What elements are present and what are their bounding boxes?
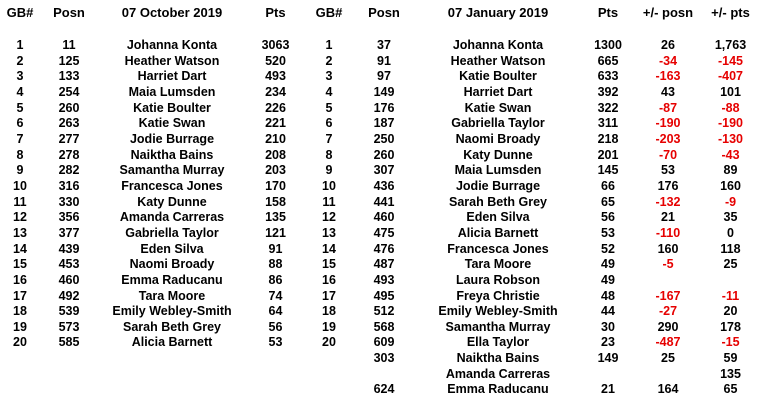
cell-oct-posn: 254	[58, 84, 80, 99]
cell-oct-posn: 492	[58, 288, 80, 303]
cell-jan-posn: 436	[373, 178, 395, 193]
cell-posn-change: -87	[658, 100, 678, 115]
cell-oct-posn: 277	[58, 131, 80, 146]
cell-oct-gb-number: 12	[13, 210, 27, 225]
cell-jan-player-name: Heather Watson	[450, 53, 546, 68]
cell-oct-player-name: Emily Webley-Smith	[112, 304, 232, 319]
cell-oct-player-name: Alicia Barnett	[131, 335, 213, 350]
cell-oct-gb-number: 18	[13, 304, 27, 319]
cell-oct-pts: 86	[268, 272, 283, 287]
table-body	[0, 38, 760, 398]
cell-oct-pts: 208	[265, 147, 286, 162]
cell-oct-gb-number: 7	[16, 131, 24, 146]
cell-jan-gb-number: 8	[325, 147, 333, 162]
cell-jan-pts: 665	[597, 53, 619, 68]
cell-oct-player-name: Jodie Burrage	[129, 131, 215, 146]
table-row	[0, 101, 760, 117]
header-pts-change: +/- pts	[711, 5, 750, 20]
cell-oct-player-name: Naiktha Bains	[130, 147, 214, 162]
cell-posn-change: -163	[655, 69, 681, 84]
cell-oct-pts: 493	[265, 69, 286, 84]
cell-jan-player-name: Katie Boulter	[459, 69, 537, 84]
cell-jan-gb-number: 13	[322, 225, 336, 240]
cell-jan-pts: 1300	[594, 38, 622, 52]
cell-jan-posn: 187	[373, 116, 395, 131]
cell-oct-posn: 263	[58, 116, 80, 131]
cell-jan-pts: 322	[597, 100, 619, 115]
cell-posn-change	[635, 273, 701, 289]
cell-oct-posn: 133	[58, 69, 80, 84]
cell-oct-posn: 539	[58, 304, 80, 319]
cell-oct-pts: 221	[265, 116, 286, 131]
table-row	[0, 148, 760, 164]
cell-jan-player-name: Laura Robson	[455, 272, 541, 287]
cell-posn-change: 25	[661, 351, 675, 366]
cell-pts-change: -190	[717, 116, 744, 131]
cell-pts-change: -407	[717, 69, 744, 84]
header-row	[0, 4, 760, 22]
cell-oct-gb-number: 5	[16, 100, 24, 115]
cell-jan-player-name: Tara Moore	[464, 257, 532, 272]
cell-oct-pts: 121	[265, 225, 286, 240]
cell-pts-change: 118	[720, 241, 741, 256]
cell-jan-gb-number: 1	[325, 38, 333, 52]
cell-jan-posn: 512	[373, 304, 395, 319]
cell-jan-gb-number: 6	[325, 116, 333, 131]
cell-oct-posn: 439	[58, 241, 80, 256]
cell-oct-pts: 210	[265, 131, 286, 146]
table-row	[0, 351, 760, 367]
header-jan-posn: Posn	[368, 5, 400, 20]
cell-jan-posn: 250	[373, 131, 395, 146]
cell-pts-change: -88	[721, 100, 740, 115]
cell-oct-player-name: Heather Watson	[124, 53, 220, 68]
table-row	[0, 367, 760, 383]
cell-oct-pts: 170	[265, 178, 286, 193]
cell-oct-gb-number	[0, 367, 40, 383]
header-oct-date: 07 October 2019	[121, 5, 223, 20]
cell-jan-posn: 97	[377, 69, 391, 84]
cell-jan-posn: 260	[373, 147, 395, 162]
cell-oct-posn: 460	[58, 272, 80, 287]
cell-posn-change: 176	[657, 178, 679, 193]
cell-oct-player-name: Amanda Carreras	[119, 210, 225, 225]
header-oct-gb-number: GB#	[6, 5, 34, 20]
cell-jan-player-name: Eden Silva	[466, 210, 530, 225]
cell-jan-player-name: Gabriella Taylor	[451, 116, 545, 131]
table-row	[0, 69, 760, 85]
cell-oct-gb-number: 13	[13, 225, 27, 240]
table-row	[0, 242, 760, 258]
cell-jan-gb-number	[305, 367, 353, 383]
cell-oct-posn: 260	[58, 100, 80, 115]
cell-oct-gb-number	[0, 382, 40, 398]
cell-oct-pts: 135	[265, 210, 286, 225]
cell-oct-pts: 53	[268, 335, 283, 350]
cell-pts-change: -130	[717, 131, 744, 146]
cell-jan-player-name: Emily Webley-Smith	[438, 304, 558, 319]
cell-jan-player-name: Naiktha Bains	[456, 351, 540, 366]
cell-oct-gb-number: 20	[13, 335, 27, 350]
cell-pts-change: 135	[720, 366, 741, 381]
cell-oct-gb-number: 16	[13, 272, 27, 287]
cell-jan-gb-number: 17	[322, 288, 336, 303]
cell-jan-player-name: Alicia Barnett	[457, 225, 539, 240]
cell-pts-change: 101	[720, 84, 741, 99]
cell-oct-player-name: Katy Dunne	[137, 194, 207, 209]
table-row	[0, 257, 760, 273]
cell-jan-posn: 91	[377, 53, 391, 68]
cell-oct-pts: 158	[265, 194, 286, 209]
cell-jan-posn: 495	[373, 288, 395, 303]
spacer-cell	[0, 22, 760, 38]
cell-oct-posn: 316	[58, 178, 80, 193]
cell-oct-posn	[40, 382, 98, 398]
cell-jan-pts: 49	[601, 272, 615, 287]
cell-jan-player-name: Sarah Beth Grey	[449, 194, 547, 209]
cell-oct-gb-number: 8	[16, 147, 24, 162]
table-row	[0, 38, 760, 54]
cell-pts-change: 65	[723, 382, 738, 397]
cell-jan-posn: 568	[373, 319, 395, 334]
cell-jan-posn: 37	[377, 38, 391, 52]
cell-jan-posn: 609	[373, 335, 395, 350]
cell-jan-gb-number: 7	[325, 131, 333, 146]
cell-jan-gb-number: 4	[325, 84, 333, 99]
cell-oct-pts: 91	[268, 241, 283, 256]
header-spacer	[0, 22, 760, 38]
cell-jan-pts: 201	[597, 147, 619, 162]
header-posn-change: +/- posn	[642, 5, 694, 20]
cell-oct-posn: 278	[58, 147, 80, 162]
table-row	[0, 85, 760, 101]
cell-posn-change: -203	[655, 131, 681, 146]
cell-oct-pts: 520	[265, 53, 286, 68]
cell-posn-change: 164	[657, 382, 679, 397]
cell-oct-player-name	[98, 382, 246, 398]
table-row	[0, 210, 760, 226]
cell-oct-gb-number: 2	[16, 53, 24, 68]
cell-oct-pts: 3063	[261, 38, 290, 52]
cell-pts-change: 59	[723, 351, 738, 366]
header-oct-pts: Pts	[265, 5, 286, 20]
cell-pts-change: -9	[724, 194, 737, 209]
cell-jan-pts: 633	[597, 69, 619, 84]
cell-pts-change: 178	[720, 319, 741, 334]
cell-jan-pts: 56	[601, 210, 615, 225]
cell-oct-posn	[40, 351, 98, 367]
header-jan-pts: Pts	[597, 5, 619, 20]
cell-jan-player-name: Ella Taylor	[466, 335, 530, 350]
cell-oct-pts: 56	[268, 319, 283, 334]
cell-pts-change: 20	[723, 304, 738, 319]
table-row	[0, 163, 760, 179]
cell-pts-change: 0	[727, 225, 734, 240]
cell-oct-gb-number: 11	[13, 194, 27, 209]
cell-jan-posn: 303	[373, 351, 395, 366]
cell-posn-change: -132	[655, 194, 681, 209]
cell-jan-posn: 624	[373, 382, 395, 397]
cell-jan-posn: 493	[373, 272, 395, 287]
table-row	[0, 273, 760, 289]
cell-oct-gb-number: 9	[16, 163, 24, 178]
cell-oct-posn: 573	[58, 319, 80, 334]
cell-oct-player-name	[98, 351, 246, 367]
cell-jan-pts: 149	[597, 351, 619, 366]
cell-posn-change: 26	[661, 38, 675, 52]
table-row	[0, 179, 760, 195]
cell-oct-pts: 234	[265, 84, 286, 99]
cell-oct-player-name: Tara Moore	[138, 288, 206, 303]
cell-jan-gb-number: 19	[322, 319, 336, 334]
cell-jan-gb-number	[305, 382, 353, 398]
cell-jan-posn: 460	[373, 210, 395, 225]
cell-oct-pts: 74	[268, 288, 283, 303]
cell-jan-pts: 23	[601, 335, 615, 350]
cell-oct-player-name: Gabriella Taylor	[125, 225, 219, 240]
cell-oct-player-name	[98, 367, 246, 383]
cell-jan-player-name: Katie Swan	[464, 100, 532, 115]
cell-posn-change: 290	[657, 319, 679, 334]
header-jan-date: 07 January 2019	[447, 5, 549, 20]
cell-jan-pts: 145	[597, 163, 619, 178]
cell-jan-gb-number	[305, 351, 353, 367]
cell-oct-posn: 356	[58, 210, 80, 225]
rankings-comparison-table	[0, 4, 760, 398]
cell-oct-gb-number: 10	[13, 178, 27, 193]
cell-jan-posn: 441	[373, 194, 395, 209]
cell-jan-pts: 53	[601, 225, 615, 240]
cell-posn-change: -110	[655, 225, 681, 240]
cell-jan-pts: 218	[597, 131, 619, 146]
cell-oct-pts: 64	[268, 304, 283, 319]
cell-posn-change: -190	[655, 116, 681, 131]
cell-jan-gb-number: 9	[325, 163, 333, 178]
cell-jan-gb-number: 5	[325, 100, 333, 115]
cell-oct-gb-number: 1	[16, 38, 24, 52]
cell-jan-gb-number: 14	[322, 241, 336, 256]
cell-jan-gb-number: 15	[322, 257, 336, 272]
cell-jan-pts: 44	[601, 304, 615, 319]
cell-oct-posn: 330	[58, 194, 80, 209]
cell-jan-player-name: Emma Raducanu	[447, 382, 549, 397]
cell-jan-pts	[581, 367, 635, 383]
table-row	[0, 320, 760, 336]
table-row	[0, 132, 760, 148]
cell-jan-pts: 30	[601, 319, 615, 334]
cell-jan-pts: 311	[597, 116, 619, 131]
table-row	[0, 335, 760, 351]
cell-posn-change: 21	[661, 210, 675, 225]
cell-jan-player-name: Katy Dunne	[463, 147, 533, 162]
cell-oct-pts	[246, 367, 305, 383]
cell-jan-player-name: Amanda Carreras	[445, 366, 551, 381]
table-row	[0, 289, 760, 305]
cell-oct-gb-number: 6	[16, 116, 24, 131]
table-header	[0, 4, 760, 38]
cell-jan-gb-number: 3	[325, 69, 333, 84]
cell-posn-change: -167	[655, 288, 681, 303]
cell-posn-change: 53	[661, 163, 675, 178]
cell-oct-player-name: Sarah Beth Grey	[123, 319, 221, 334]
cell-oct-gb-number	[0, 351, 40, 367]
cell-oct-gb-number: 3	[16, 69, 24, 84]
table-row	[0, 226, 760, 242]
cell-oct-posn	[40, 367, 98, 383]
table-row	[0, 382, 760, 398]
cell-jan-gb-number: 10	[322, 178, 336, 193]
cell-oct-posn: 282	[58, 163, 80, 178]
cell-pts-change: 1,763	[714, 38, 747, 52]
cell-oct-player-name: Francesca Jones	[121, 178, 223, 193]
cell-pts-change: -15	[721, 335, 740, 350]
cell-jan-posn: 307	[373, 163, 395, 178]
table-row	[0, 116, 760, 132]
cell-pts-change: 89	[723, 163, 738, 178]
cell-jan-player-name: Freya Christie	[456, 288, 540, 303]
cell-jan-player-name: Samantha Murray	[445, 319, 551, 334]
cell-oct-gb-number: 4	[16, 84, 24, 99]
cell-pts-change: 160	[720, 178, 741, 193]
cell-jan-gb-number: 11	[322, 194, 336, 209]
header-oct-posn: Posn	[53, 5, 85, 20]
cell-posn-change: -70	[658, 147, 678, 162]
cell-jan-pts: 66	[601, 178, 615, 193]
cell-oct-player-name: Harriet Dart	[137, 69, 207, 84]
cell-posn-change: 160	[657, 241, 679, 256]
cell-jan-pts: 21	[601, 382, 615, 397]
cell-oct-pts: 203	[265, 163, 286, 178]
cell-jan-posn: 476	[373, 241, 395, 256]
table-row	[0, 54, 760, 70]
cell-oct-pts: 88	[268, 257, 283, 272]
cell-oct-pts	[246, 351, 305, 367]
cell-pts-change: -43	[721, 147, 740, 162]
cell-posn-change: -487	[655, 335, 681, 350]
cell-oct-player-name: Johanna Konta	[126, 38, 218, 52]
cell-jan-gb-number: 20	[322, 335, 336, 350]
cell-pts-change	[701, 273, 760, 289]
cell-jan-player-name: Harriet Dart	[463, 84, 533, 99]
cell-jan-pts: 65	[601, 194, 615, 209]
cell-jan-pts: 392	[597, 84, 619, 99]
cell-posn-change: -5	[662, 257, 674, 272]
cell-oct-posn: 585	[58, 335, 80, 350]
cell-posn-change	[635, 367, 701, 383]
cell-jan-pts: 52	[601, 241, 615, 256]
cell-jan-player-name: Naomi Broady	[455, 131, 541, 146]
cell-jan-player-name: Maia Lumsden	[454, 163, 542, 178]
cell-oct-player-name: Maia Lumsden	[128, 84, 216, 99]
cell-pts-change: 35	[723, 210, 738, 225]
cell-jan-posn: 149	[373, 84, 395, 99]
cell-oct-player-name: Katie Swan	[138, 116, 206, 131]
cell-jan-pts: 49	[601, 257, 615, 272]
cell-jan-player-name: Johanna Konta	[452, 38, 544, 52]
cell-oct-player-name: Eden Silva	[140, 241, 204, 256]
cell-jan-posn	[353, 367, 415, 383]
cell-jan-gb-number: 2	[325, 53, 333, 68]
cell-jan-player-name: Francesca Jones	[447, 241, 549, 256]
cell-jan-gb-number: 16	[322, 272, 336, 287]
cell-oct-gb-number: 15	[13, 257, 27, 272]
cell-oct-pts	[246, 382, 305, 398]
header-jan-gb-number: GB#	[315, 5, 343, 20]
cell-jan-posn: 487	[373, 257, 395, 272]
cell-oct-posn: 377	[58, 225, 80, 240]
cell-jan-gb-number: 18	[322, 304, 336, 319]
cell-oct-gb-number: 19	[13, 319, 27, 334]
table-row	[0, 304, 760, 320]
cell-oct-posn: 453	[58, 257, 80, 272]
cell-oct-player-name: Emma Raducanu	[121, 272, 223, 287]
cell-posn-change: 43	[661, 84, 675, 99]
cell-oct-gb-number: 17	[13, 288, 27, 303]
cell-posn-change: -27	[658, 304, 678, 319]
cell-jan-player-name: Jodie Burrage	[455, 178, 541, 193]
cell-oct-player-name: Samantha Murray	[119, 163, 225, 178]
cell-oct-posn: 125	[58, 53, 80, 68]
cell-jan-gb-number: 12	[322, 210, 336, 225]
cell-jan-posn: 176	[373, 100, 395, 115]
cell-jan-posn: 475	[373, 225, 395, 240]
cell-pts-change: -145	[717, 53, 744, 68]
cell-pts-change: 25	[723, 257, 738, 272]
table-row	[0, 195, 760, 211]
cell-oct-pts: 226	[265, 100, 286, 115]
cell-oct-gb-number: 14	[13, 241, 27, 256]
cell-jan-pts: 48	[601, 288, 615, 303]
cell-oct-player-name: Naomi Broady	[129, 257, 215, 272]
cell-posn-change: -34	[658, 53, 678, 68]
cell-oct-player-name: Katie Boulter	[133, 100, 211, 115]
cell-pts-change: -11	[721, 288, 740, 303]
cell-oct-posn: 11	[62, 38, 76, 52]
